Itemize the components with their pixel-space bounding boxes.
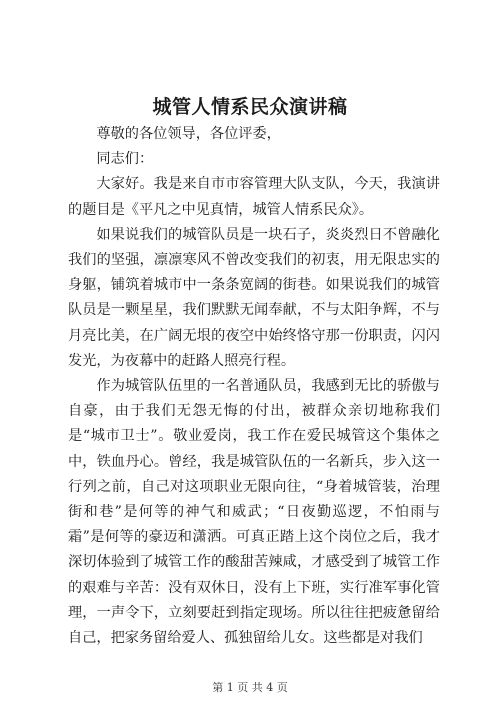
paragraph-salutation-2: 同志们： [96,151,154,168]
document-title: 城管人情系民众演讲稿 [152,96,348,118]
paragraph-experience: 作为城管队伍里的一名普通队员，我感到无比的骄傲与自豪，由于我们无怨无悔的付出，被群众亲切地称我们是“城市卫士”。敬业爱岗，我工作在爱民城管这个集体之中，铁血丹心。曾经，我是城管队伍的一名新兵，步入这一行列之前，自己对这项职业无限向往，“身着城管装，治理街和巷”是何等的神气和威武；“日夜勤巡逻，不怕雨与霜”是何等的豪迈和潇洒。可真正踏上这个岗位之后，我才深切体验到了城管工作的酸甜苦辣咸，才感受到了城管工作的艰难与辛苦：没有双休日，没有上下班，实行准军事化管理，一声令下，立刻要赶到指定现场。所以往往把疲惫留给自己，把家务留给爱人、孤独留给儿女。这些都是对我们 [68,378,440,647]
paragraph-salutation: 尊敬的各位领导，各位评委， [96,126,281,142]
page-footer: 第 1 页 共 4 页 [212,681,288,694]
document-body [68,122,440,651]
paragraph-metaphor: 如果说我们的城管队员是一块石子，炎炎烈日不曾融化我们的坚强，凛凛寒风不曾改变我们的初衷，用无限忠实的身躯，铺筑着城市中一条条宽阔的街巷。如果说我们的城管队员是一颗星星，我们默默无闻奉献，不与太阳争辉，不与月亮比美，在广阔无垠的夜空中始终恪守那一份职责，闪闪发光，为夜幕中的赶路人照亮行程。 [68,226,440,369]
paragraph-intro: 大家好。我是来自市市容管理大队支队，今天，我演讲的题目是《平凡之中见真情，城管人情系民众》。 [68,176,440,218]
